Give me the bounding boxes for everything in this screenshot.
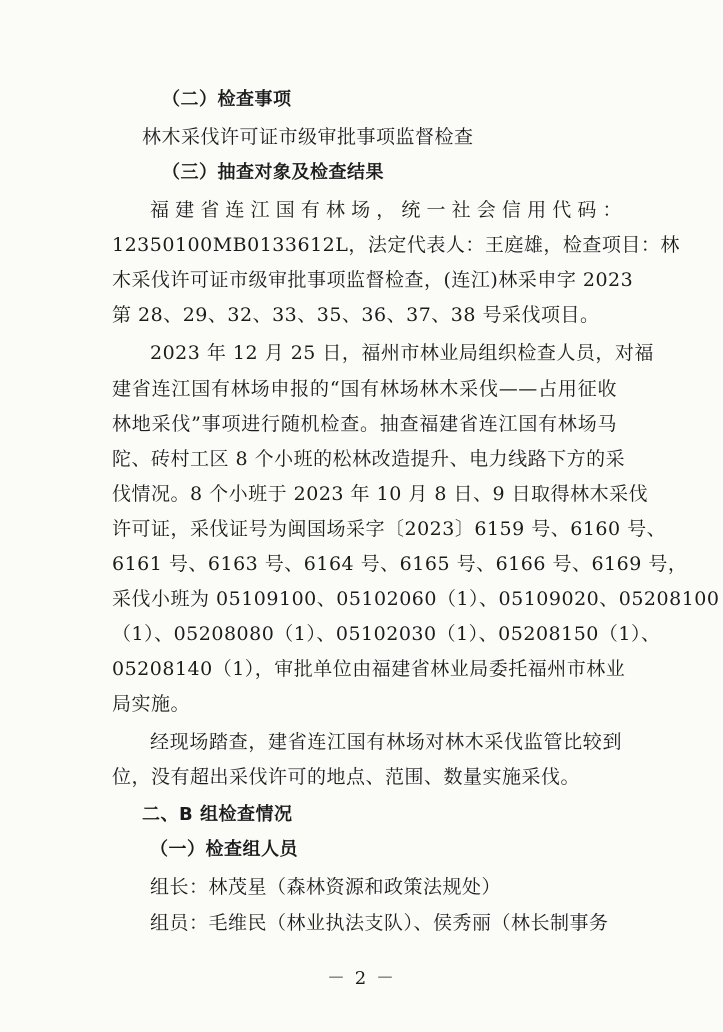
paragraph-line: 第 28、29、32、33、35、36、37、38 号采伐项目。 [112, 304, 600, 326]
section-heading-inspection-team: （一）检查组人员 [150, 839, 298, 860]
paragraph-line: 位，没有超出采伐许可的地点、范围、数量实施采伐。 [112, 766, 581, 788]
paragraph-line: 福建省连江国有林场，统一社会信用代码： [150, 199, 622, 221]
paragraph-line: （1）、05208080（1）、05102030（1）、05208150（1）、 [112, 623, 661, 645]
paragraph-line: 2023 年 12 月 25 日，福州市林业局组织检查人员，对福 [150, 342, 654, 364]
paragraph-line: 林木采伐许可证市级审批事项监督检查 [142, 126, 474, 148]
paragraph-line: 6161 号、6163 号、6164 号、6165 号、6166 号、6169 号， [112, 553, 688, 575]
paragraph-line: 经现场踏查，建省连江国有林场对林木采伐监管比较到 [150, 731, 622, 753]
paragraph-line: 05208140（1），审批单位由福建省林业局委托福州市林业 [112, 658, 626, 680]
section-heading-inspection-targets: （三）抽查对象及检查结果 [162, 162, 384, 183]
paragraph-line: 组长：林茂星（森林资源和政策法规处） [150, 876, 502, 898]
paragraph-line: 伐情况。8 个小班于 2023 年 10 月 8 日、9 日取得林木采伐 [112, 483, 649, 505]
paragraph-line: 许可证，采伐证号为闽国场采字〔2023〕6159 号、6160 号、 [112, 518, 667, 540]
paragraph-line: 组员：毛维民（林业执法支队）、侯秀丽（林长制事务 [150, 912, 609, 934]
section-heading-inspection-items: （二）检查事项 [162, 89, 292, 110]
paragraph-line: 采伐小班为 05109100、05102060（1）、05109020、05208100 [112, 588, 720, 610]
paragraph-line: 建省连江国有林场申报的“国有林场林木采伐——占用征收 [112, 378, 617, 400]
paragraph-line: 林地采伐”事项进行随机检查。抽查福建省连江国有林场马 [112, 413, 617, 435]
paragraph-line: 木采伐许可证市级审批事项监督检查，(连江)林采申字 2023 [112, 269, 634, 291]
paragraph-line: 陀、砖村工区 8 个小班的松林改造提升、电力线路下方的采 [112, 448, 626, 470]
section-heading-group-b: 二、B 组检查情况 [142, 804, 293, 825]
paragraph-line: 12350100MB0133612L，法定代表人：王庭雄，检查项目：林 [112, 234, 680, 256]
paragraph-line: 局实施。 [112, 693, 191, 715]
page-number: － 2 － [327, 968, 396, 989]
